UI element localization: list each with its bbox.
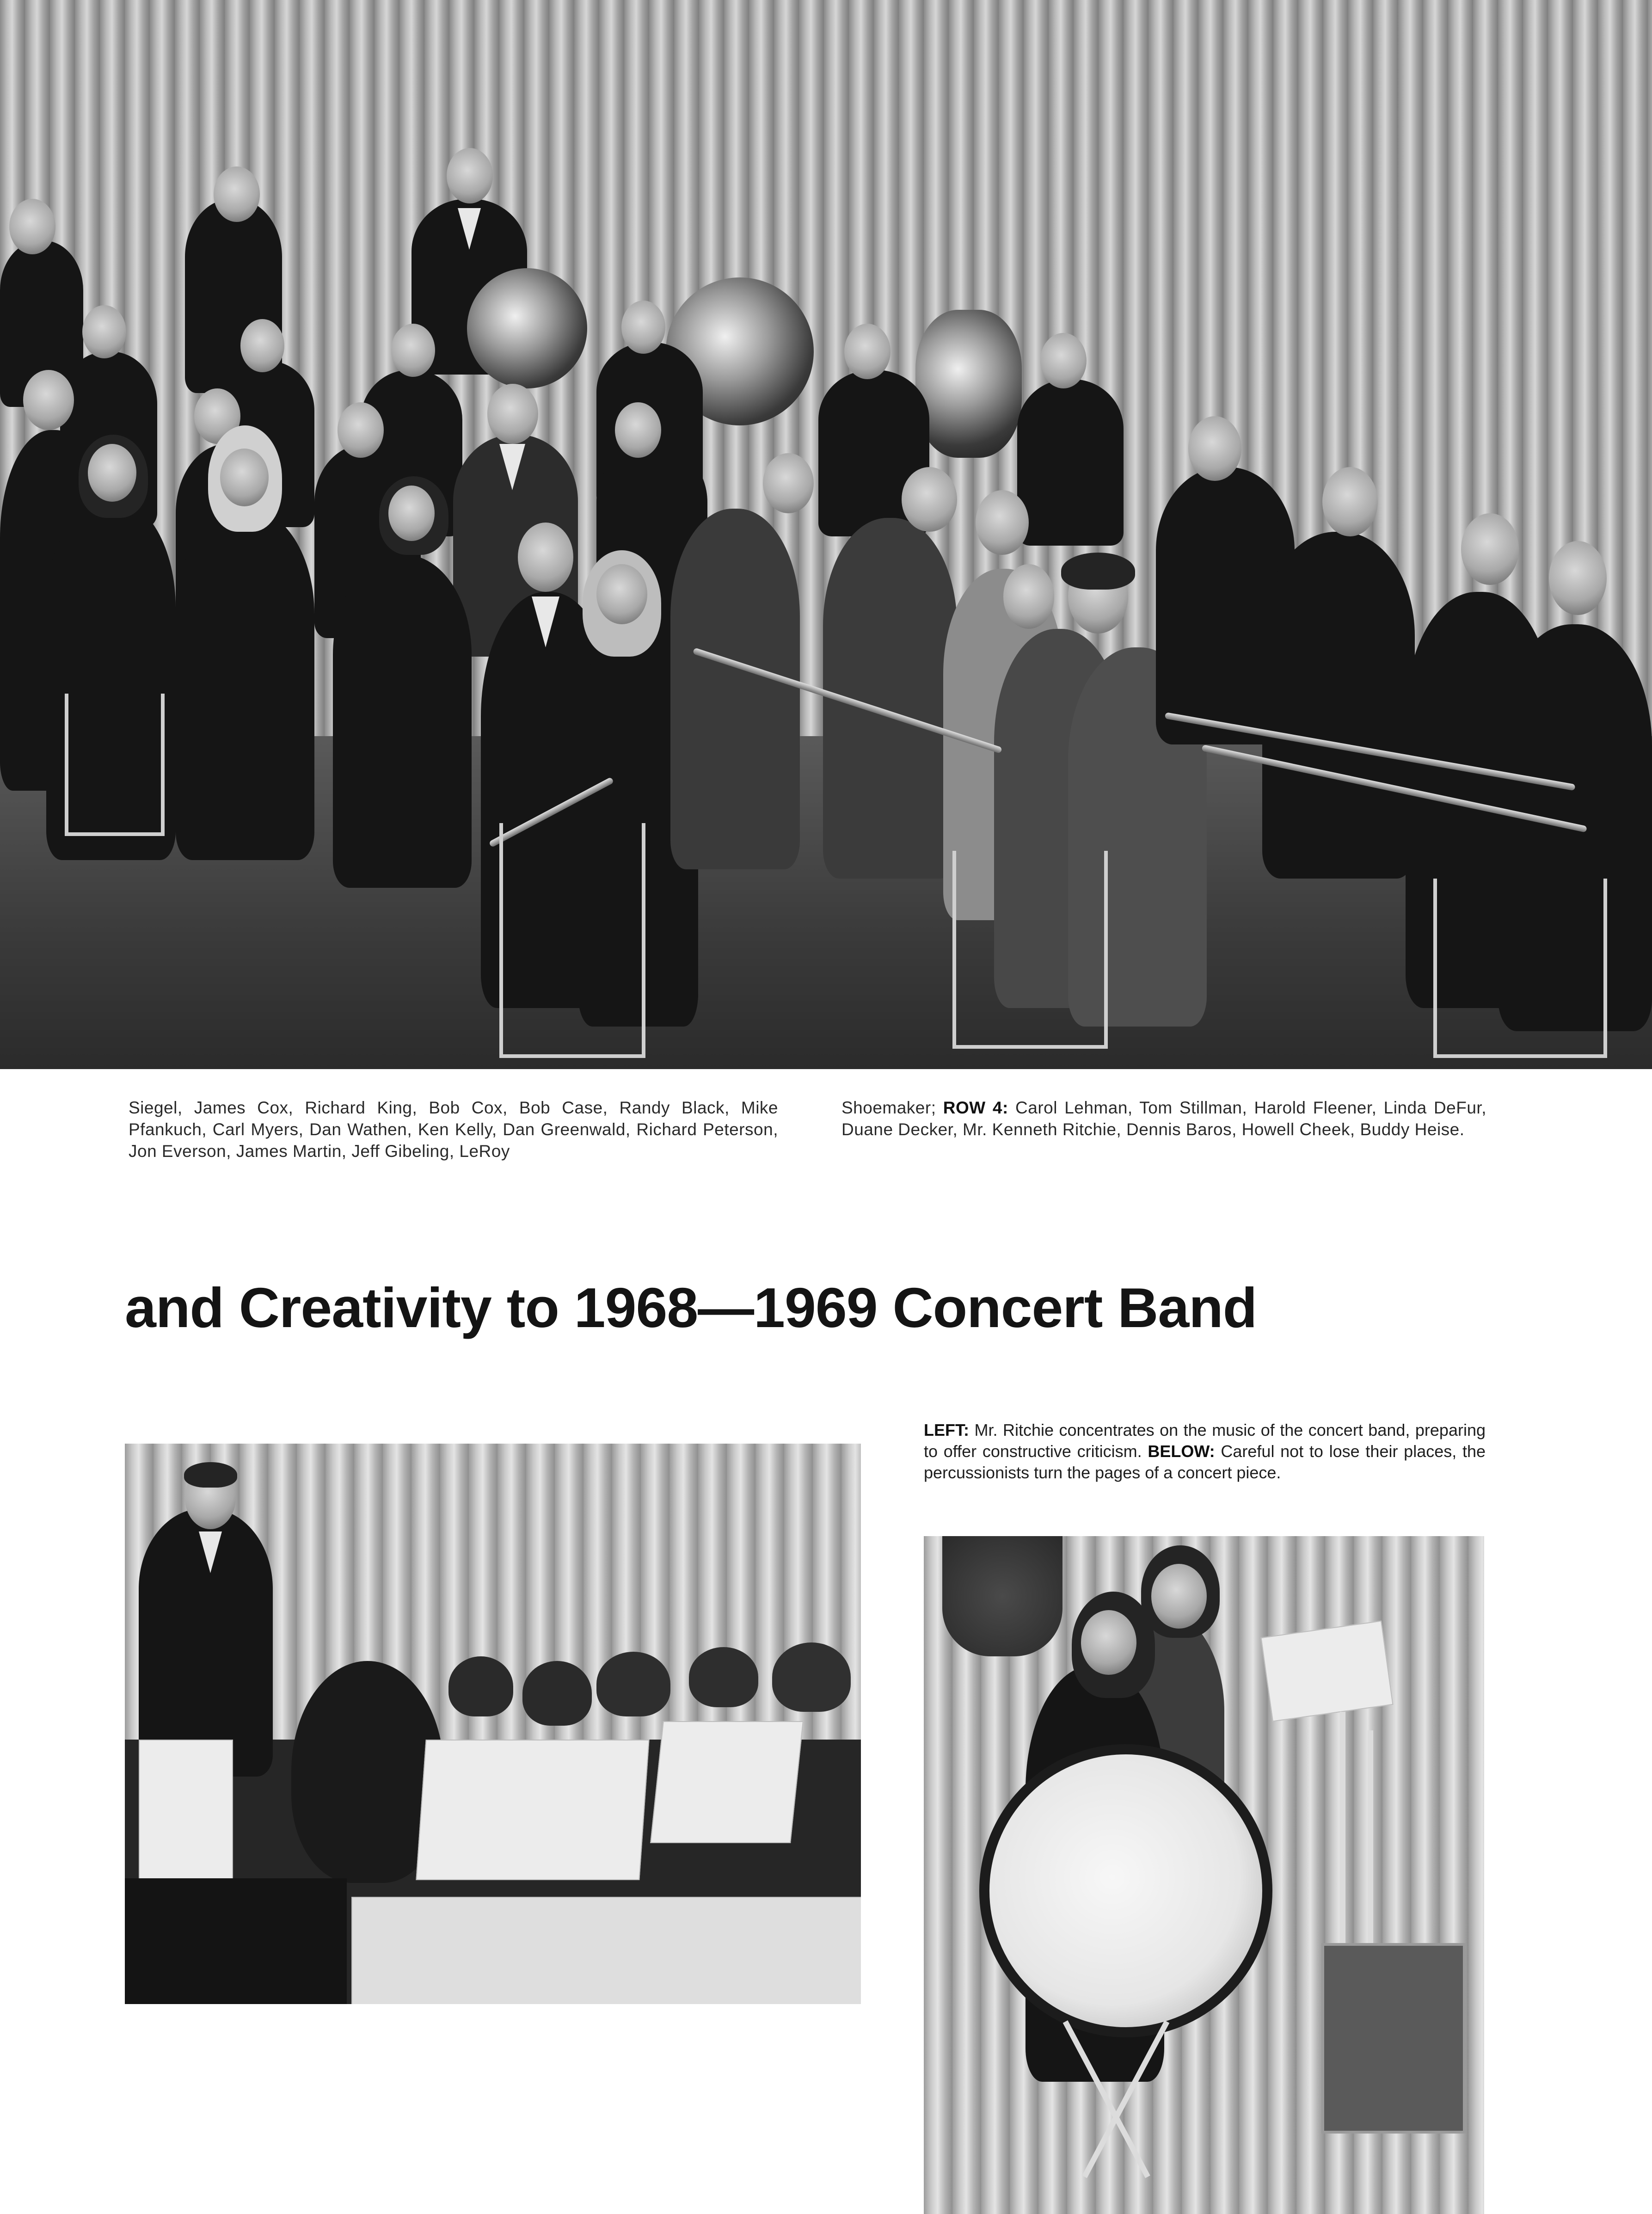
sheet-music bbox=[416, 1740, 649, 1880]
folding-chair bbox=[1433, 879, 1607, 1058]
musician-head bbox=[522, 1661, 592, 1726]
roster-prefix: Shoemaker; bbox=[841, 1098, 943, 1117]
sheet-music bbox=[1260, 1621, 1393, 1722]
band-member bbox=[176, 509, 314, 860]
director-photo bbox=[125, 1444, 861, 2004]
band-member-head bbox=[9, 199, 55, 254]
musician-head bbox=[448, 1656, 513, 1716]
band-member-head bbox=[82, 305, 126, 358]
band-member-head bbox=[240, 319, 284, 372]
equipment-case bbox=[1321, 1943, 1466, 2134]
sousaphone bbox=[467, 268, 587, 388]
folding-chair bbox=[952, 851, 1108, 1049]
bass-drum bbox=[979, 1744, 1272, 2037]
roster-caption-left bbox=[129, 1097, 778, 1162]
band-member-head bbox=[391, 324, 435, 377]
percussionist-head bbox=[1081, 1610, 1136, 1675]
director-hair bbox=[184, 1462, 237, 1488]
band-member bbox=[670, 509, 800, 869]
page-headline: and Creativity to 1968—1969 Concert Band bbox=[125, 1276, 1257, 1339]
band-member bbox=[1017, 379, 1124, 546]
band-member-head bbox=[763, 453, 814, 513]
band-group-photo bbox=[0, 0, 1652, 1069]
percussionists-photo bbox=[924, 1536, 1484, 2214]
caption-below-label: BELOW: bbox=[1148, 1442, 1215, 1461]
row-label: ROW 4: bbox=[943, 1098, 1008, 1117]
band-member-head bbox=[214, 166, 260, 222]
caption-left-label: LEFT: bbox=[924, 1421, 969, 1439]
band-member-head bbox=[615, 402, 661, 458]
musician-head bbox=[772, 1642, 851, 1712]
band-member-head bbox=[23, 370, 74, 430]
roster-caption-right bbox=[841, 1097, 1486, 1140]
folding-chair bbox=[65, 694, 165, 836]
roster-names-right: Carol Lehman, Tom Stillman, Harold Fleener, Linda DeFur, Duane Decker, Mr. Kenneth Ritchie, Dennis Baros, Howell Cheek, Buddy Heise. bbox=[841, 1098, 1486, 1139]
band-member bbox=[333, 555, 472, 888]
band-member-head bbox=[1322, 467, 1378, 536]
band-member-hair bbox=[1061, 553, 1135, 590]
musician-head bbox=[596, 1652, 670, 1716]
band-member-head bbox=[338, 402, 384, 458]
musician-shoulder bbox=[125, 1878, 347, 2004]
band-member-head bbox=[976, 490, 1029, 555]
band-member-head bbox=[1549, 541, 1607, 615]
band-member-head bbox=[1003, 564, 1054, 629]
roster-names-left: Siegel, James Cox, Richard King, Bob Cox, Bob Case, Randy Black, Mike Pfankuch, Carl Myers, Dan Wathen, Ken Kelly, Dan Greenwald, Richard Peterson, Jon Everson, James Martin, Jeff Gibeling, LeRoy bbox=[129, 1098, 778, 1161]
band-member-head bbox=[621, 301, 665, 354]
photo-caption bbox=[924, 1420, 1486, 1483]
band-member-head bbox=[220, 449, 269, 506]
stage-drape bbox=[942, 1536, 1062, 1656]
band-member-head bbox=[88, 444, 136, 502]
caption-left-text: Mr. Ritchie concentrates on the music of the concert band, preparing to offer constructive criticism. bbox=[924, 1421, 1486, 1461]
band-member-head bbox=[1461, 513, 1519, 585]
caption-below-text: Careful not to lose their places, the percussionists turn the pages of a concert piece. bbox=[924, 1442, 1486, 1482]
band-member bbox=[1262, 532, 1415, 879]
percussionist-head bbox=[1151, 1564, 1207, 1629]
band-member-head bbox=[447, 148, 493, 203]
band-member-head bbox=[902, 467, 957, 532]
folding-chair bbox=[499, 823, 645, 1058]
band-member-head bbox=[596, 564, 647, 624]
sheet-music bbox=[650, 1721, 804, 1843]
band-member-head bbox=[388, 486, 435, 541]
band-member-head bbox=[518, 523, 573, 592]
band-member-head bbox=[844, 324, 890, 379]
tuba bbox=[915, 310, 1022, 458]
musician-head bbox=[689, 1647, 758, 1707]
sheet-music bbox=[139, 1740, 233, 1889]
band-member-head bbox=[1040, 333, 1087, 388]
sheet-music bbox=[351, 1897, 861, 2004]
band-member-head bbox=[1188, 416, 1241, 481]
band-member-head bbox=[487, 384, 538, 444]
